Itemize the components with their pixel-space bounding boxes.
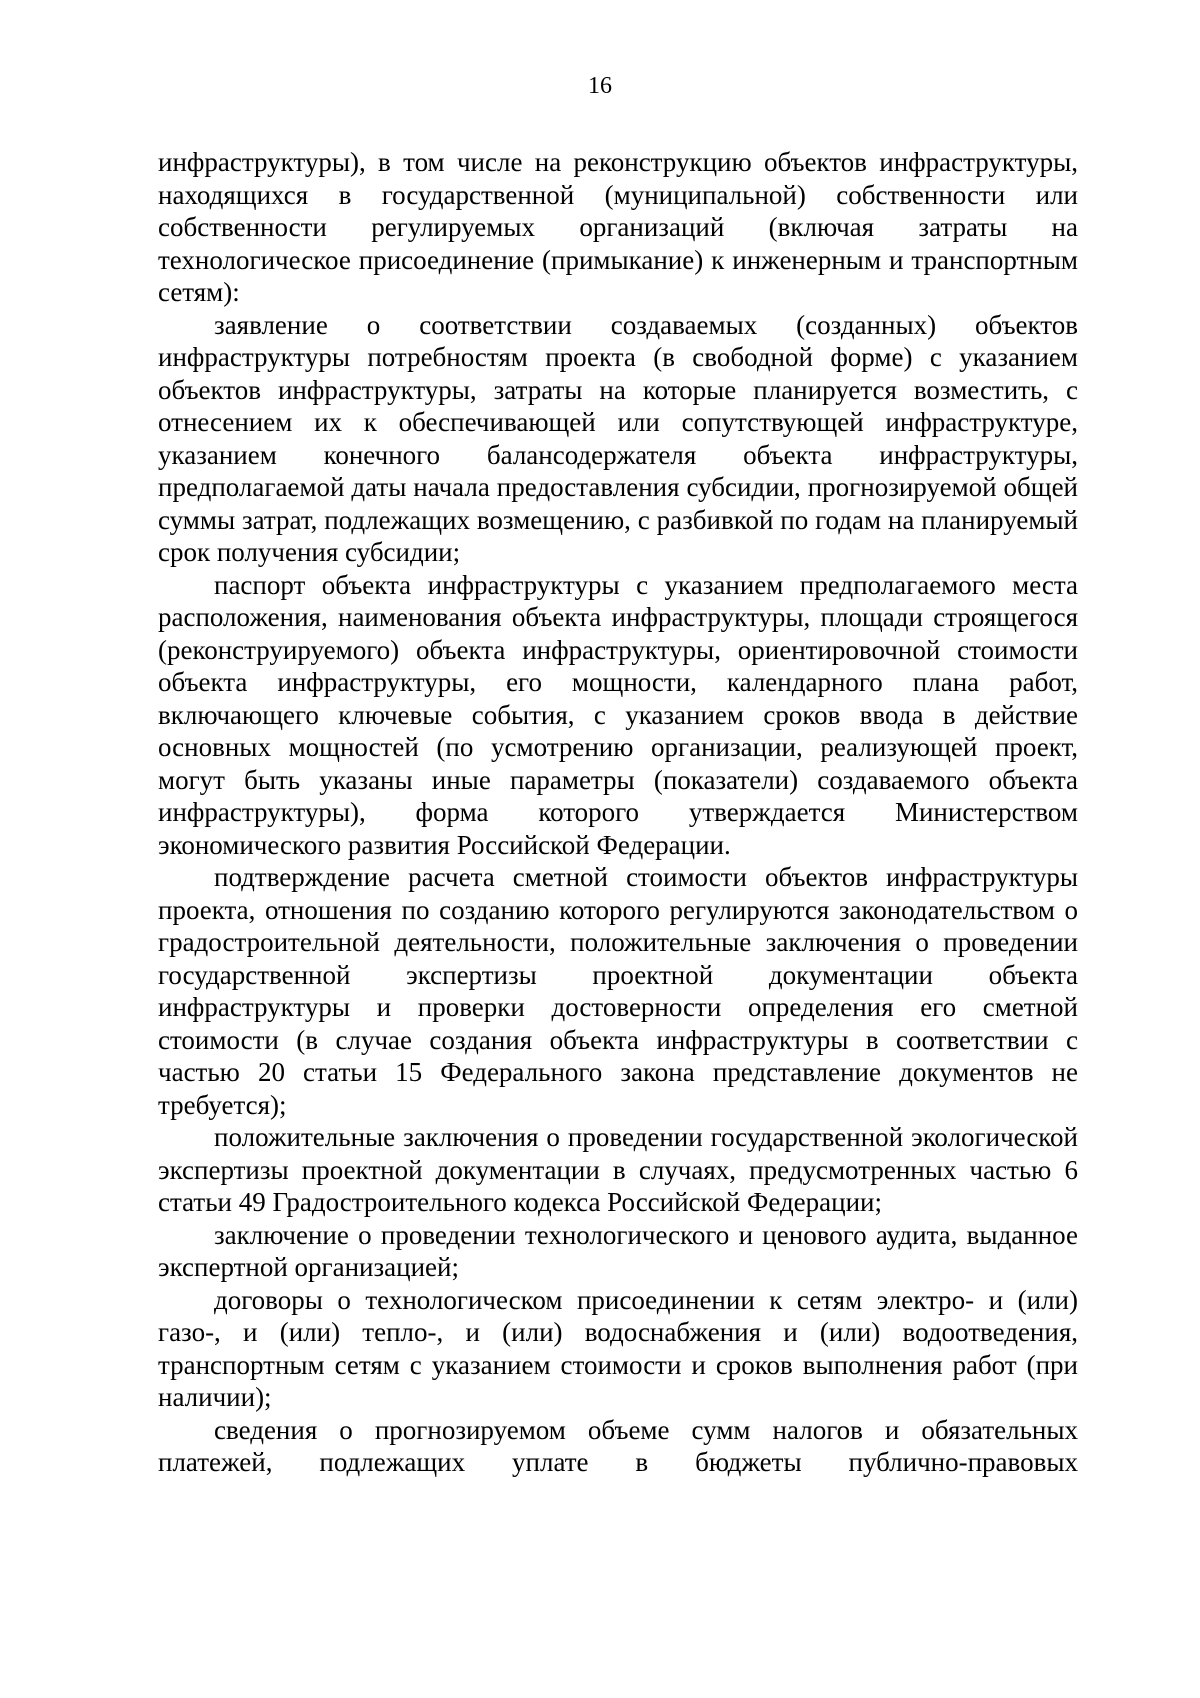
paragraph-tax-forecast: сведения о прогнозируемом объеме сумм налогов и обязательных платежей, подлежащих уплате в бюджеты публично-правовых xyxy=(158,1414,1078,1477)
paragraph-infrastructure-passport: паспорт объекта инфраструктуры с указанием предполагаемого места расположения, наименования объекта инфраструктуры, площади строящегося (реконструируемого) объекта инфраструктуры, ориентировочной стоимости объекта инфраструктуры, его мощности, календарного плана работ, включающего ключевые события, с указанием сроков ввода в действие основных мощностей (по усмотрению организации, реализующей проект, могут быть указаны иные параметры (показатели) создаваемого объекта инфраструктуры), форма которого утверждается Министерством экономического развития Российской Федерации. xyxy=(158,569,1078,860)
page-number: 16 xyxy=(588,73,612,99)
paragraph-infrastructure-continuation: инфраструктуры), в том числе на реконструкцию объектов инфраструктуры, находящихся в государственной (муниципальной) собственности или собственности регулируемых организаций (включая затраты на технологическое присоединение (примыкание) к инженерным и транспортным сетям): xyxy=(158,147,1078,307)
paragraph-statement-of-conformity: заявление о соответствии создаваемых (созданных) объектов инфраструктуры потребностям проекта (в свободной форме) с указанием объектов инфраструктуры, затраты на которые планируется возместить, с отнесением их к обеспечивающей или сопутствующей инфраструктуре, указанием конечного балансодержателя объекта инфраструктуры, предполагаемой даты начала предоставления субсидии, прогнозируемой общей суммы затрат, подлежащих возмещению, с разбивкой по годам на планируемый срок получения субсидии; xyxy=(158,309,1078,567)
paragraph-ecological-expertise: положительные заключения о проведении государственной экологической экспертизы проектной документации в случаях, предусмотренных частью 6 статьи 49 Градостроительного кодекса Российской Федерации; xyxy=(158,1122,1078,1217)
document-body xyxy=(158,146,1078,1479)
paragraph-connection-contracts: договоры о технологическом присоединении к сетям электро- и (или) газо-, и (или) тепло-, и (или) водоснабжения и (или) водоотведения, транспортным сетям с указанием стоимости и сроков выполнения работ (при наличии); xyxy=(158,1284,1078,1412)
paragraph-cost-estimate-confirmation: подтверждение расчета сметной стоимости объектов инфраструктуры проекта, отношения по созданию которого регулируются законодательством о градостроительной деятельности, положительные заключения о проведении государственной экспертизы проектной документации объекта инфраструктуры и проверки достоверности определения его сметной стоимости (в случае создания объекта инфраструктуры в соответствии с частью 20 статьи 15 Федерального закона представление документов не требуется); xyxy=(158,862,1078,1120)
paragraph-technological-audit: заключение о проведении технологического и ценового аудита, выданное экспертной организацией; xyxy=(158,1219,1078,1282)
